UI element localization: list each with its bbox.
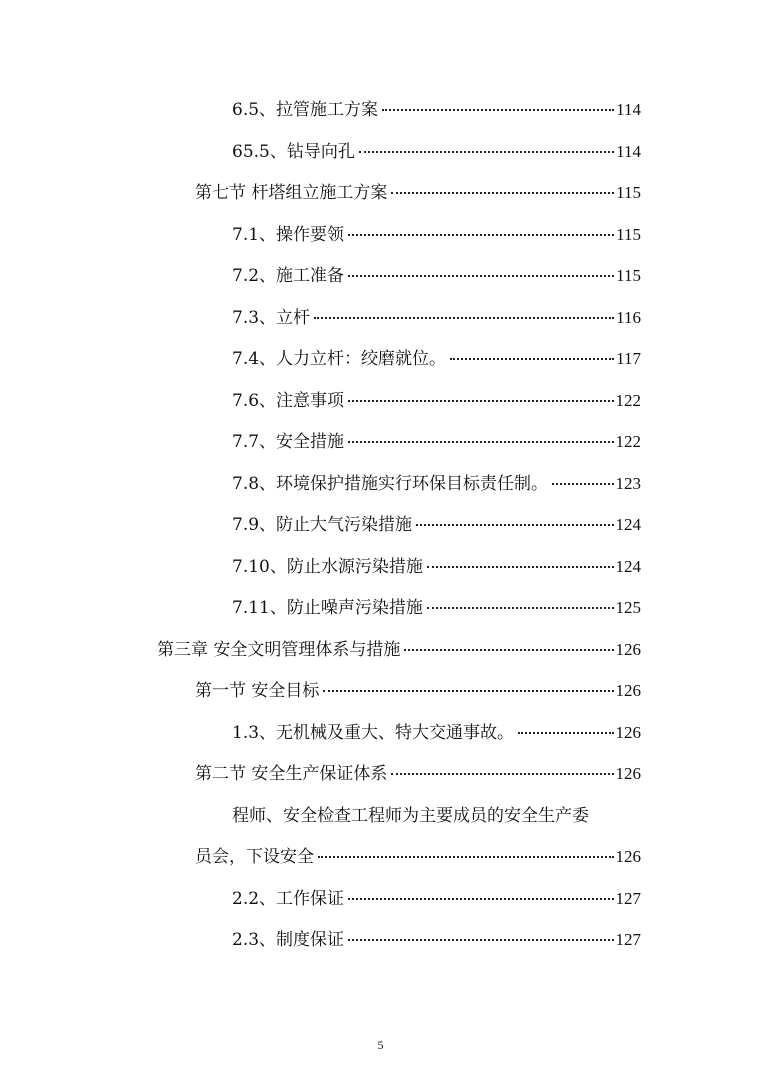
dot-leader	[323, 690, 613, 692]
toc-entry[interactable]	[232, 141, 641, 163]
dot-leader	[348, 898, 613, 900]
dot-leader	[348, 275, 614, 277]
toc-entry[interactable]	[232, 431, 641, 453]
toc-entry-page: 127	[615, 930, 641, 949]
toc-entry-title: 7.1、操作要领	[232, 225, 345, 245]
toc-entry[interactable]	[232, 556, 641, 578]
toc-entry-title: 7.4、人力立杆：绞磨就位。	[232, 349, 447, 369]
toc-entry-page: 115	[616, 266, 641, 285]
toc-entry-page: 114	[616, 142, 641, 161]
toc-entry-page: 126	[615, 723, 641, 742]
toc-entry-page: 124	[615, 557, 641, 576]
toc-entry-page: 126	[615, 764, 641, 783]
toc-entry[interactable]	[232, 597, 641, 619]
toc-entry[interactable]	[232, 307, 641, 329]
toc-entry[interactable]	[195, 846, 641, 868]
toc-entry[interactable]	[232, 99, 641, 121]
toc-entry-page: 126	[615, 640, 641, 659]
toc-entry-title: 7.10、防止水源污染措施	[232, 557, 423, 577]
toc-entry-title: 2.2、工作保证	[232, 889, 345, 909]
toc-entry[interactable]	[157, 639, 641, 661]
toc-entry-title: 第七节 杆塔组立施工方案	[195, 183, 388, 203]
dot-leader	[404, 649, 613, 651]
dot-leader	[427, 566, 614, 568]
toc-entry-title: 员会，下设安全	[195, 847, 314, 867]
dot-leader	[450, 358, 614, 360]
page-number: 5	[377, 1038, 384, 1052]
toc-entry[interactable]	[232, 888, 641, 910]
toc-entry-title: 7.3、立杆	[232, 308, 311, 328]
toc-entry-title: 2.3、制度保证	[232, 930, 345, 950]
toc-entry-title: 第三章 安全文明管理体系与措施	[157, 640, 401, 660]
toc-entry[interactable]	[232, 722, 641, 744]
dot-leader	[348, 234, 614, 236]
wrapped-heading-text: 程师、安全检查工程师为主要成员的安全生产委	[232, 806, 589, 826]
toc-entry-title: 1.3、无机械及重大、特大交通事故。	[232, 723, 515, 743]
toc-entry[interactable]	[232, 390, 641, 412]
toc-entry[interactable]	[195, 680, 641, 702]
dot-leader	[391, 192, 614, 194]
dot-leader	[416, 524, 613, 526]
dot-leader	[427, 607, 614, 609]
toc-entry-title: 第一节 安全目标	[195, 681, 320, 701]
dot-leader	[552, 483, 613, 485]
toc-entry-title: 7.8、环境保护措施实行环保目标责任制。	[232, 474, 549, 494]
toc-entry-title: 65.5、钻导向孔	[232, 142, 355, 162]
toc-entry-page: 124	[615, 515, 641, 534]
toc-entry-page: 123	[615, 474, 641, 493]
dot-leader	[348, 939, 613, 941]
toc-entry-page: 117	[616, 349, 641, 368]
toc-entry-page: 126	[615, 681, 641, 700]
toc-entry-page: 125	[615, 598, 641, 617]
dot-leader	[518, 732, 613, 734]
toc-entry-page: 115	[616, 225, 641, 244]
toc-entry-title: 7.11、防止噪声污染措施	[232, 598, 423, 618]
toc-entry[interactable]	[232, 224, 641, 246]
toc-entry-title: 7.2、施工准备	[232, 266, 345, 286]
toc-entry-title: 7.7、安全措施	[232, 432, 345, 452]
toc-entry-title: 6.5、拉管施工方案	[232, 100, 379, 120]
dot-leader	[348, 441, 613, 443]
toc-entry-page: 122	[615, 391, 641, 410]
dot-leader	[359, 151, 614, 153]
toc-entry[interactable]	[195, 763, 641, 785]
toc-entry-title: 7.6、注意事项	[232, 391, 345, 411]
toc-entry-title: 第二节 安全生产保证体系	[195, 764, 388, 784]
toc-entry-page: 116	[616, 308, 641, 327]
toc-entry[interactable]	[232, 265, 641, 287]
dot-leader	[314, 317, 614, 319]
dot-leader	[348, 400, 613, 402]
toc-entry[interactable]	[232, 929, 641, 951]
toc-entry-page: 122	[615, 432, 641, 451]
toc-entry-page: 127	[615, 889, 641, 908]
toc-entry-title: 7.9、防止大气污染措施	[232, 515, 413, 535]
toc-entry[interactable]	[195, 182, 641, 204]
toc-entry-page: 115	[616, 183, 641, 202]
dot-leader	[318, 856, 614, 858]
toc-entry-page: 114	[616, 100, 641, 119]
dot-leader	[391, 773, 613, 775]
toc-entry[interactable]	[232, 514, 641, 536]
toc-entry[interactable]	[232, 473, 641, 495]
dot-leader	[382, 109, 614, 111]
toc-entry-page: 126	[615, 847, 641, 866]
toc-entry[interactable]	[232, 348, 641, 370]
